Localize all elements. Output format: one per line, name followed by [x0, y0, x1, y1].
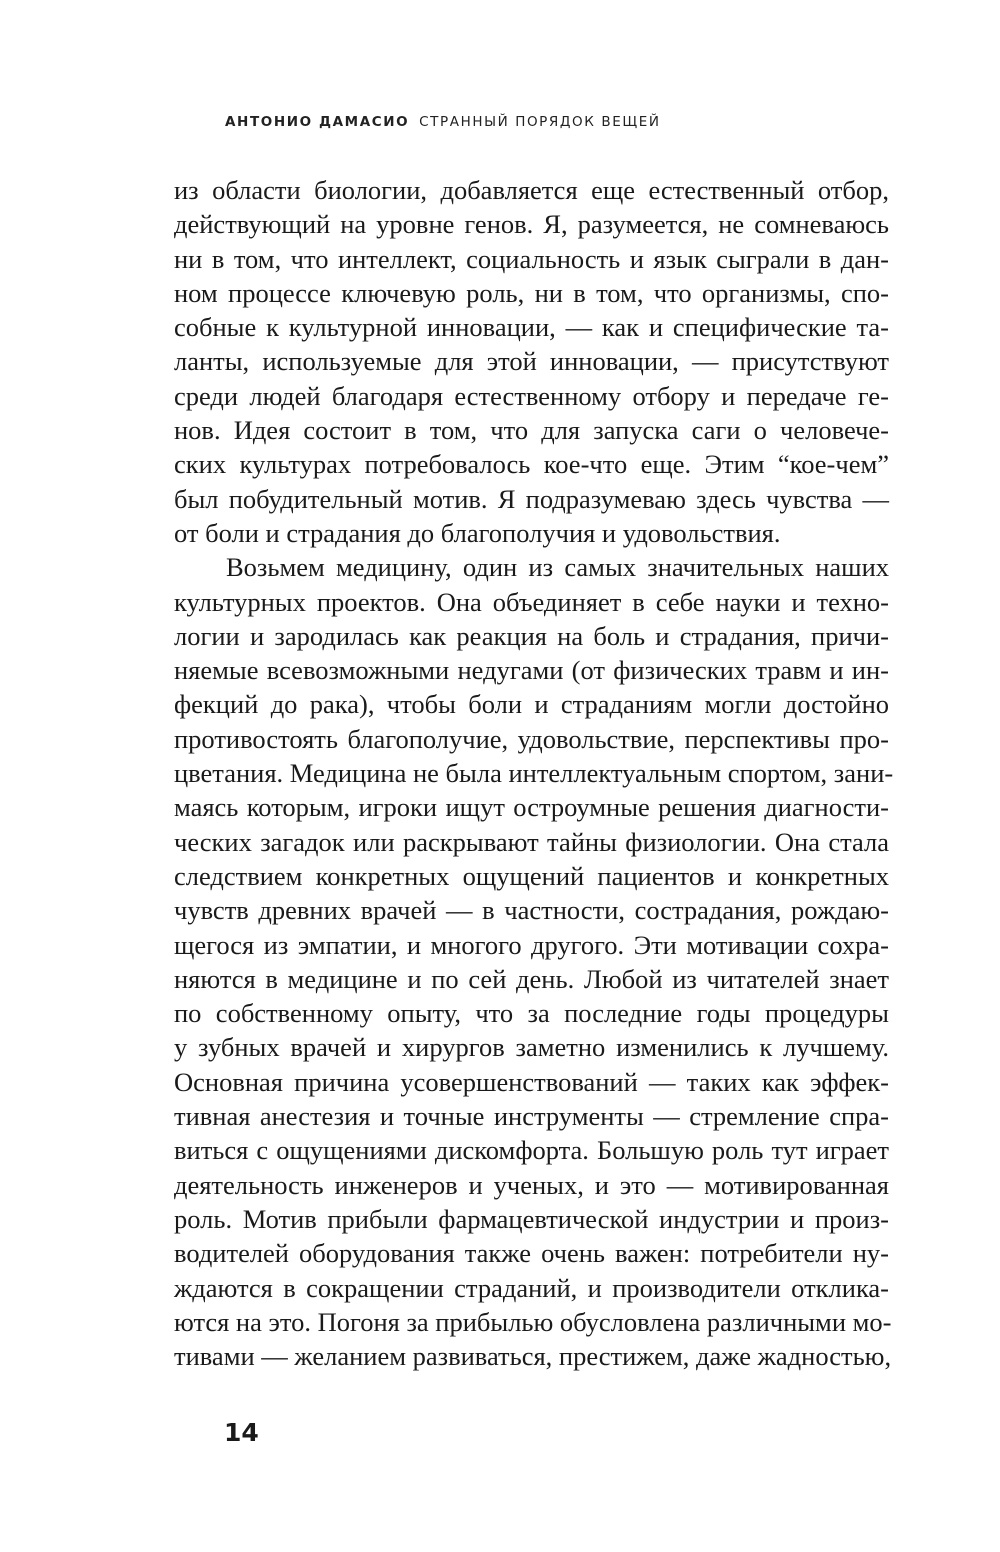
text-line: ются на это. Погоня за прибылью обусловлена различными мо- — [174, 1306, 892, 1337]
text-line: Основная причина усовершенствований — таких как эффек- — [174, 1066, 889, 1097]
text-line: Возьмем медицину, один из самых значительных наших — [226, 552, 889, 583]
text-line: виться с ощущениями дискомфорта. Большую роль тут играет — [174, 1135, 889, 1166]
text-line: щегося из эмпатии, и многого другого. Эти мотивации сохра- — [174, 929, 889, 960]
text-line: тивная анестезия и точные инструменты — стремление спра- — [174, 1101, 889, 1132]
text-line: тивами — желанием развиваться, престижем, даже жадностью, — [174, 1341, 892, 1372]
running-head-author: АНТОНИО ДАМАСИО — [225, 114, 410, 130]
text-line: деятельность инженеров и ученых, и это — мотивированная — [174, 1169, 889, 1200]
text-line: собные к культурной инновации, — как и специфические та- — [174, 312, 889, 343]
text-line: среди людей благодаря естественному отбору и передаче ге- — [174, 380, 889, 411]
text-line: по собственному опыту, что за последние годы процедуры — [174, 998, 889, 1029]
text-line: следствием конкретных ощущений пациентов и конкретных — [174, 860, 889, 891]
text-line: маясь которым, игроки ищут остроумные решения диагности- — [174, 792, 889, 823]
text-line: ни в том, что интеллект, социальность и язык сыграли в дан- — [174, 243, 889, 274]
text-line: нов. Идея состоит в том, что для запуска саги о человече- — [174, 415, 889, 446]
text-line — [174, 1373, 889, 1407]
text-line: роль. Мотив прибыли фармацевтической индустрии и произ- — [174, 1203, 889, 1234]
text-line: фекций до рака), чтобы боли и страданиям могли достойно — [174, 689, 889, 720]
text-line: цветания. Медицина не была интеллектуальным спортом, зани- — [174, 758, 894, 789]
text-line: из области биологии, добавляется еще естественный отбор, — [174, 175, 889, 205]
text-line: водителей оборудования также очень важен: потребители ну- — [174, 1238, 889, 1269]
text-line: ских культурах потребовалось кое-что еще. Этим “кое-чем” — [174, 449, 889, 480]
text-line: чувств древних врачей — в частности, сострадания, рождаю- — [174, 895, 889, 926]
paragraph — [174, 550, 894, 1407]
paragraph — [174, 173, 889, 550]
text-line: действующий на уровне генов. Я, разумеется, не сомневаюсь — [174, 209, 889, 240]
text-line: от боли и страдания до благополучия и удовольствия. — [174, 517, 781, 548]
text-line: ческих загадок или раскрывают тайны физиологии. Она стала — [174, 826, 889, 857]
text-line: противостоять благополучие, удовольствие, перспективы про- — [174, 723, 889, 754]
text-line: культурных проектов. Она объединяет в себе науки и техно- — [174, 586, 889, 617]
running-head-book-title: СТРАННЫЙ ПОРЯДОК ВЕЩЕЙ — [419, 114, 661, 130]
text-line: няются в медицине и по сей день. Любой из читателей знает — [174, 963, 889, 994]
text-line: няемые всевозможными недугами (от физических травм и ин- — [174, 655, 889, 686]
text-line: ланты, используемые для этой инновации, — присутствуют — [174, 346, 889, 377]
text-line: был побудительный мотив. Я подразумеваю здесь чувства — — [174, 483, 889, 514]
body-text — [174, 173, 894, 1408]
text-line: у зубных врачей и хирургов заметно изменились к лучшему. — [174, 1032, 889, 1063]
running-head — [225, 114, 661, 130]
text-line: логии и зародилась как реакция на боль и страдания, причи- — [174, 620, 889, 651]
text-line: ждаются в сокращении страданий, и производители отклика- — [174, 1272, 889, 1303]
text-line: ном процессе ключевую роль, ни в том, что организмы, спо- — [174, 277, 889, 308]
page-number: 14 — [224, 1418, 259, 1447]
